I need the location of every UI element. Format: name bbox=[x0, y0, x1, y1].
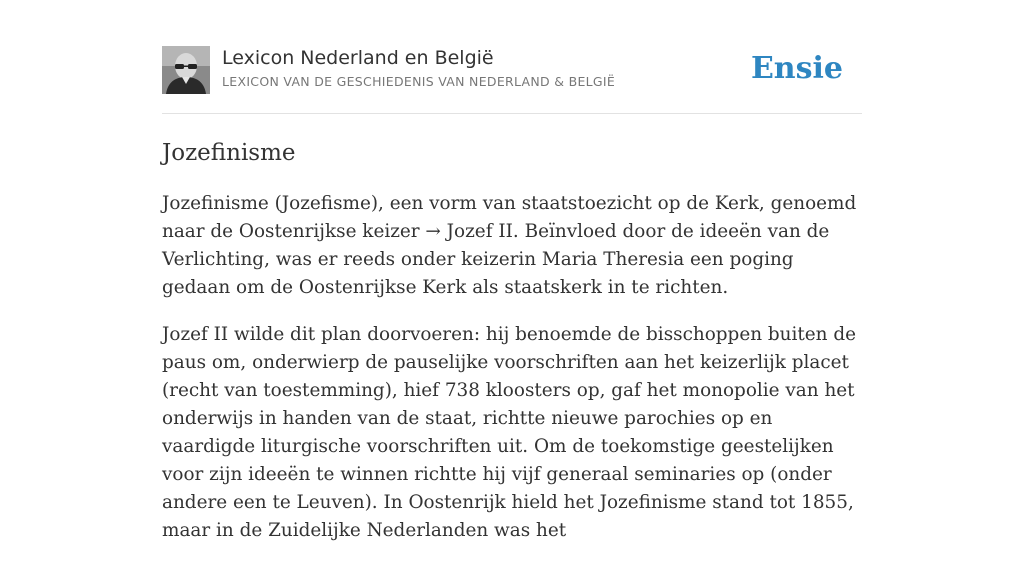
brand-logo[interactable]: Ensie bbox=[750, 51, 843, 86]
header bbox=[162, 0, 862, 114]
article-title: Jozefinisme bbox=[162, 140, 296, 166]
author-meta bbox=[222, 45, 615, 91]
article-container bbox=[162, 0, 862, 541]
person-portrait-icon bbox=[162, 46, 210, 94]
source-name: LEXICON VAN DE GESCHIEDENIS VAN NEDERLAND & BELGIË bbox=[222, 74, 616, 89]
article-paragraph: Jozef II wilde dit plan doorvoeren: hij benoemde de bisschoppen buiten de paus om, onderwierp de pauselijke voorschriften aan het keizerlijk placet (recht van toestemming), hief 738 kloosters op, gaf het monopolie van het onderwijs in handen van de staat, richtte nieuwe parochies op en vaardigde liturgische voorschriften uit. Om de toekomstige geestelijken voor zijn ideeën te winnen richtte hij vijf generaal seminaries op (onder andere een te Leuven). In Oostenrijk hield het Jozefinisme stand tot 1855, maar in de Zuidelijke Nederlanden was het bbox=[162, 324, 857, 541]
article-paragraph: Jozefinisme (Jozefisme), een vorm van staatstoezicht op de Kerk, genoemd naar de Oostenrijkse keizer → Jozef II. Beïnvloed door de ideeën van de Verlichting, was er reeds onder keizerin Maria Theresia een poging gedaan om de Oostenrijkse Kerk als staatskerk in te richten. bbox=[162, 193, 857, 298]
avatar[interactable] bbox=[162, 46, 210, 94]
author-name[interactable]: Lexicon Nederland en België bbox=[222, 47, 494, 69]
article-body bbox=[162, 190, 862, 564]
